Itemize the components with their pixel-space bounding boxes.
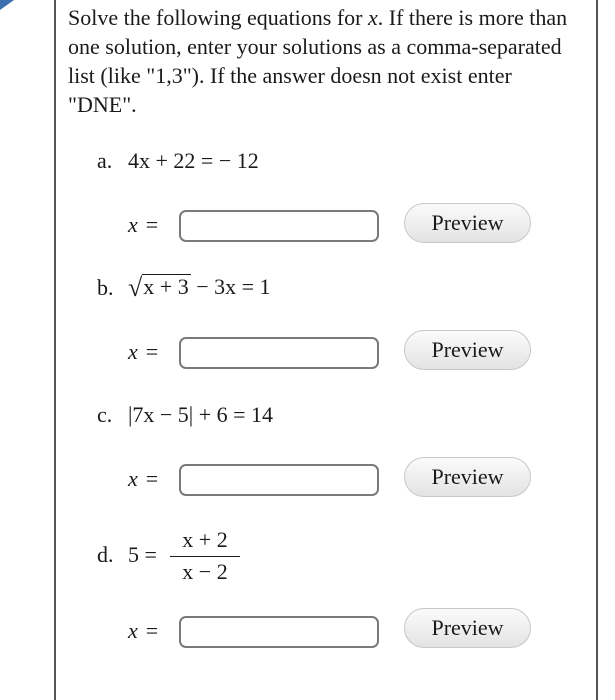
problem-b-label: b. [97, 275, 114, 300]
sqrt-expression [128, 271, 191, 301]
problem-b-answer-variable: x [128, 339, 138, 364]
problem-c-label: c. [97, 402, 113, 427]
problem-c-preview-button[interactable]: Preview [404, 457, 531, 497]
problem-a-answer-variable: x [128, 212, 138, 237]
problem-d-answer-input[interactable] [179, 616, 379, 648]
corner-marker-icon [0, 0, 14, 10]
problem-b-equation [128, 271, 271, 301]
problem-a-answer-label: x = [128, 212, 159, 237]
instructions-part1: Solve the following equations for [68, 5, 369, 30]
problem-d-preview-button[interactable]: Preview [404, 608, 531, 648]
problem-a-answer-input[interactable] [179, 210, 379, 242]
problem-a-preview-button[interactable]: Preview [404, 203, 531, 243]
problem-c-equation: |7x − 5| + 6 = 14 [128, 402, 274, 427]
problem-d-answer-variable: x [128, 618, 138, 643]
problem-b-answer-input[interactable] [179, 337, 379, 369]
problem-b-answer-label: x = [128, 339, 159, 364]
instructions-variable: x [368, 5, 378, 30]
problem-a-label: a. [97, 148, 113, 173]
sqrt-radicand: x + 3 [143, 274, 189, 299]
fraction-denominator: x − 2 [182, 559, 228, 584]
fraction-numerator: x + 2 [170, 527, 240, 557]
problem-b-equation-rest: − 3x = 1 [190, 274, 271, 299]
problem-c-answer-variable: x [128, 466, 138, 491]
problem-c-answer-label: x = [128, 466, 159, 491]
sqrt-icon: √ [128, 273, 143, 302]
problem-c-answer-input[interactable] [179, 464, 379, 496]
instructions-part2: . If there is more than one solution, enter your solutions as a comma-separated list (like "1,3"). If the answer doesn not exist enter "DNE". [68, 5, 568, 117]
problem-d-answer-label: x = [128, 618, 159, 643]
problem-b-preview-button[interactable]: Preview [404, 330, 531, 370]
problem-a-equation: 4x + 22 = − 12 [128, 148, 259, 173]
instructions-text [68, 3, 578, 119]
problem-d-equation-lhs: 5 = [128, 542, 157, 567]
problem-d-label: d. [97, 542, 114, 567]
problem-d-fraction [170, 527, 240, 585]
